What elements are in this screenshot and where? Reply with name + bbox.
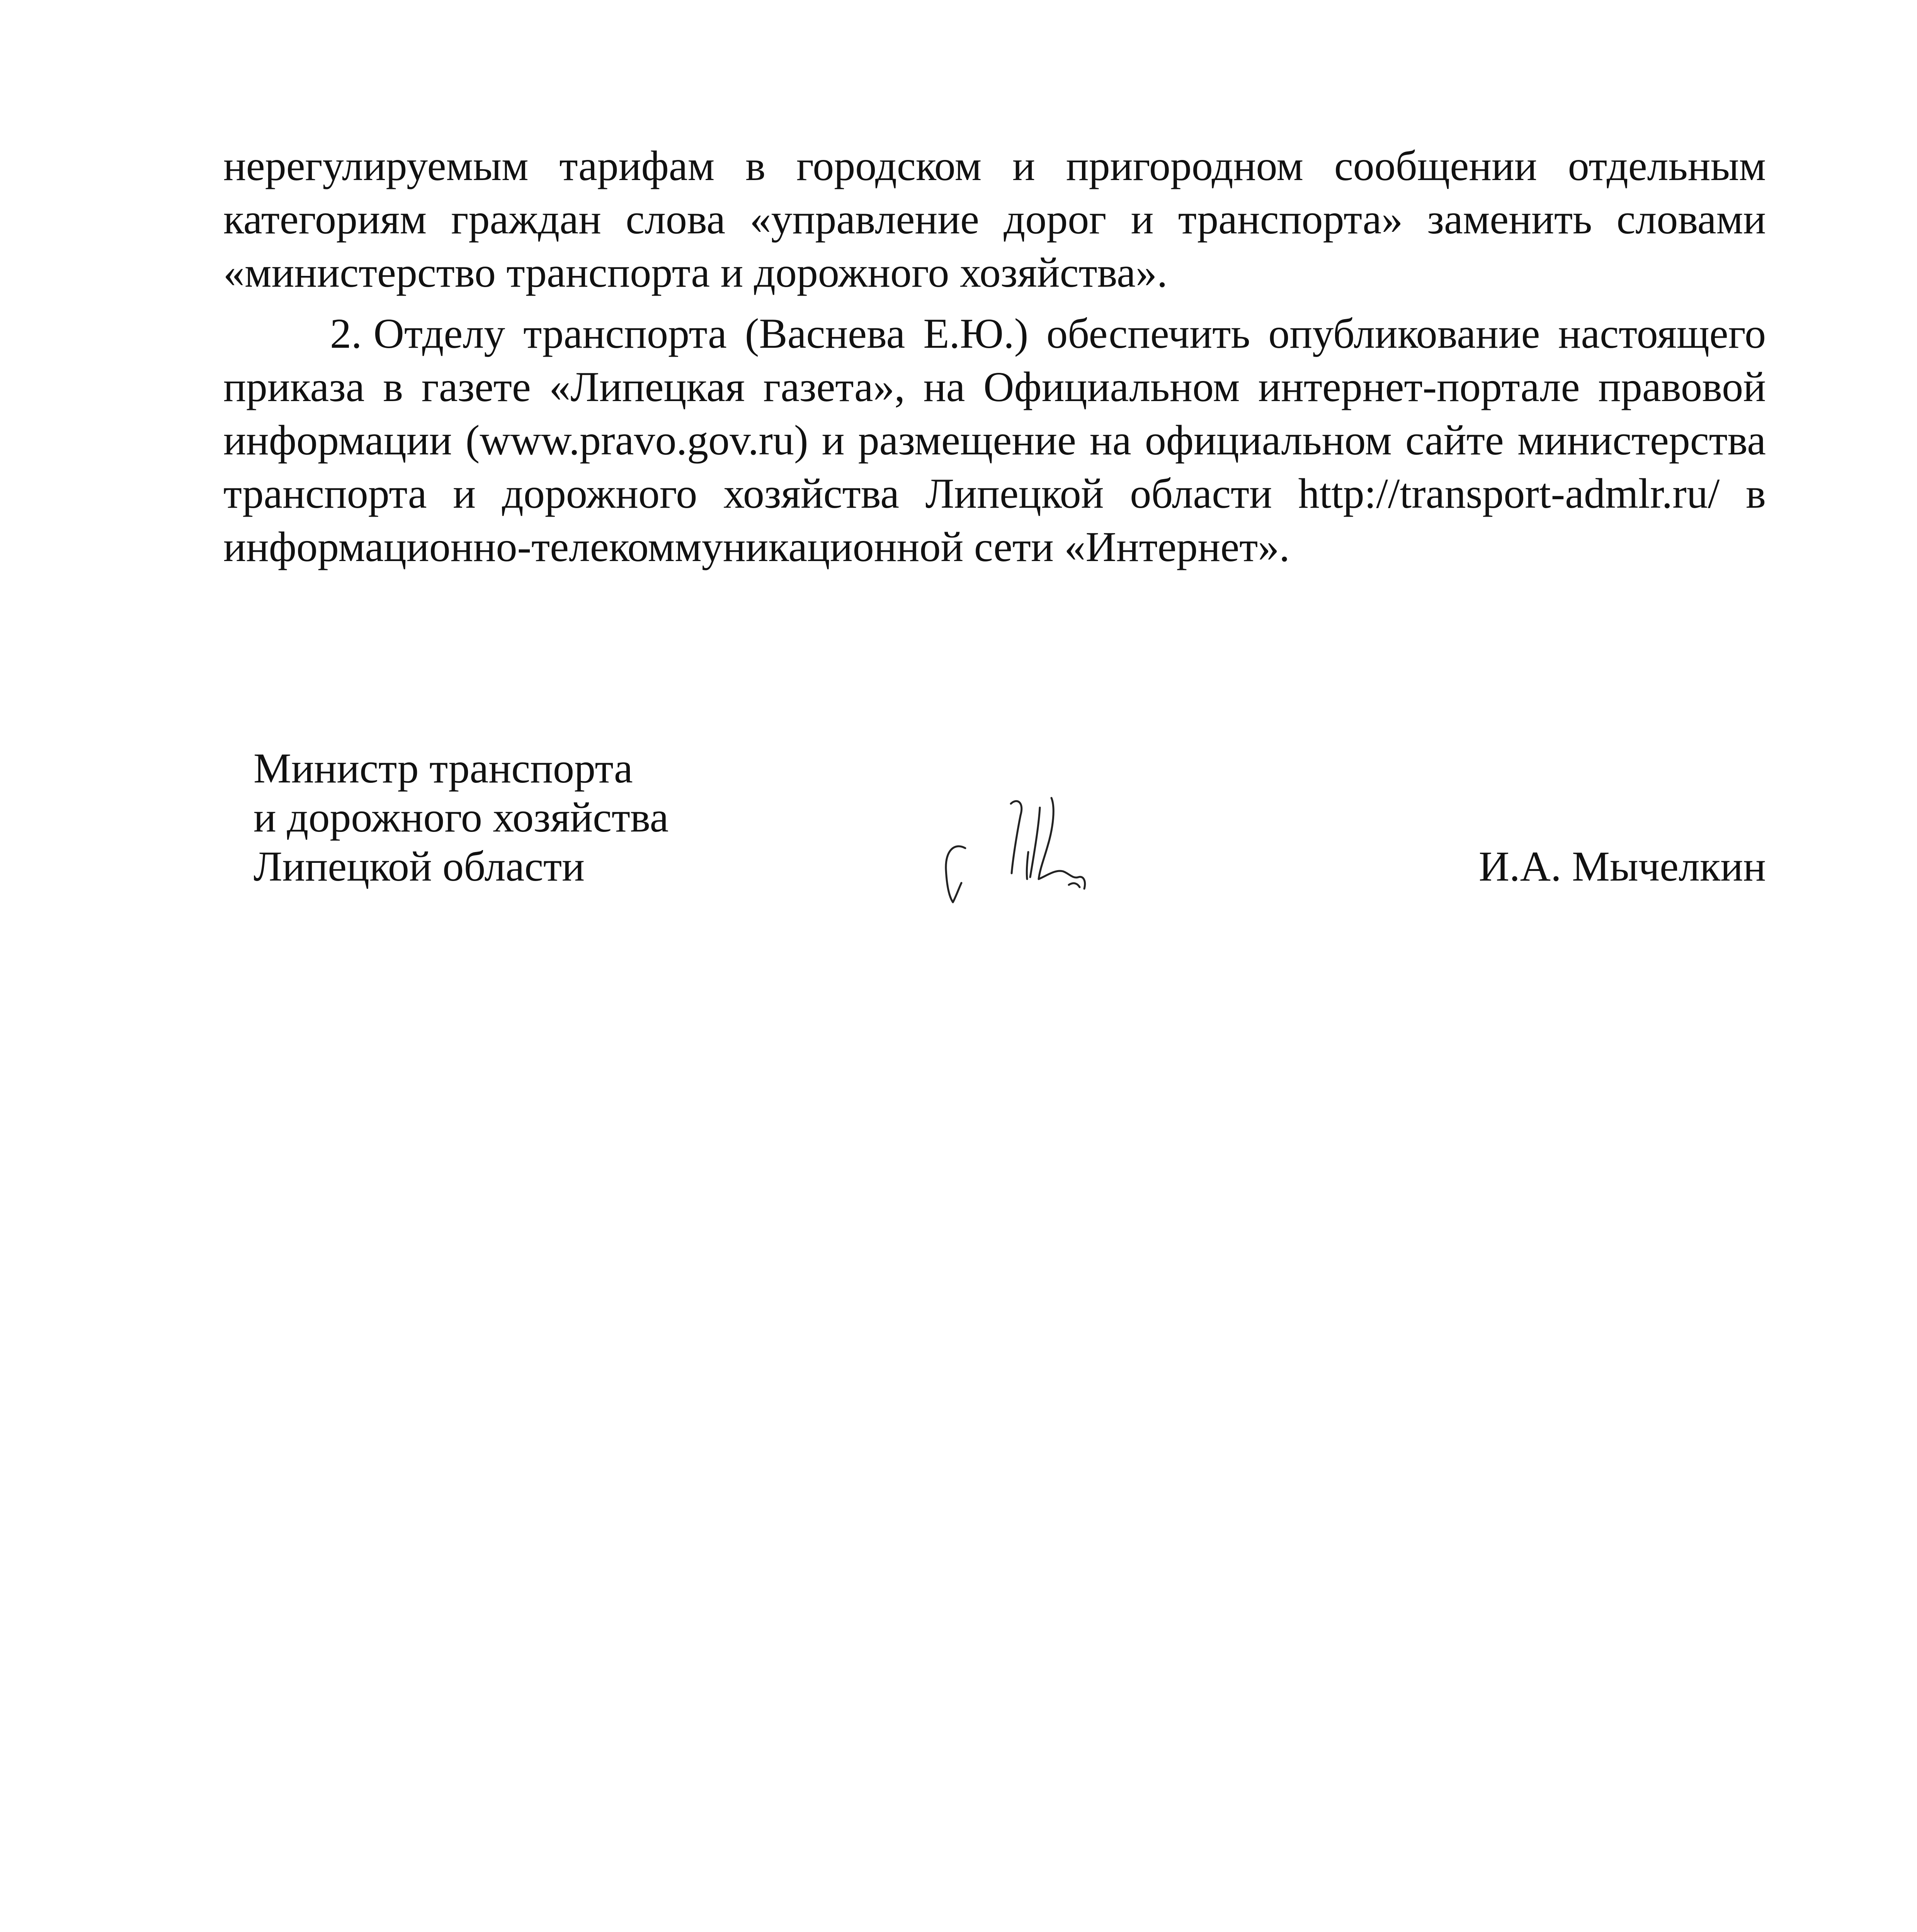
signer-title	[253, 744, 668, 891]
signer-title-line: и дорожного хозяйства	[253, 794, 669, 841]
paragraph-item-2	[223, 307, 1766, 573]
signature-block	[253, 744, 1766, 914]
signer-name: И.А. Мычелкин	[1478, 843, 1766, 890]
document-body	[223, 139, 1766, 573]
signer-title-line: Министр транспорта	[253, 745, 633, 792]
paragraph-continuation	[223, 139, 1766, 299]
paragraph-text: Отделу транспорта (Васнева Е.Ю.) обеспечить опубликование настоящего приказа в газете «Липецкая газета», на Официальном интернет-портале правовой информации (www.pravo.gov.ru) и размещение на официальном сайте министерства транспорта и дорожного хозяйства Липецкой области http://transport-admlr.ru/ в информационно-телекоммуникационной сети «Интернет».	[223, 310, 1766, 570]
item-number: 2.	[330, 310, 362, 357]
handwritten-signature	[937, 792, 1100, 908]
signer-title-line: Липецкой области	[253, 843, 585, 890]
paragraph-text: нерегулируемым тарифам в городском и пригородном сообщении отдельным категориям граждан слова «управление дорог и транспорта» заменить словами «министерство транспорта и дорожного хозяйства».	[223, 142, 1766, 296]
